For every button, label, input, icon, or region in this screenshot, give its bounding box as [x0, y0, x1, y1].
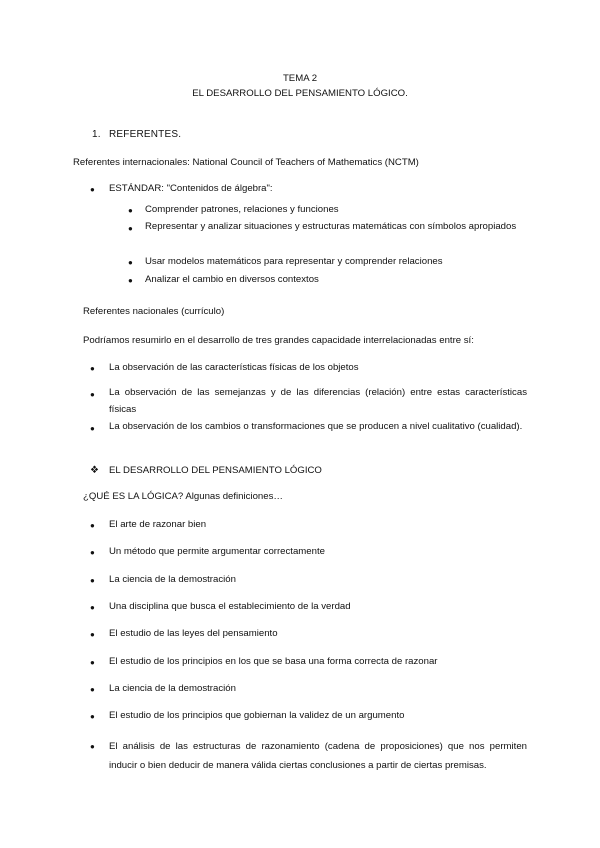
- capacity-item: La observación de los cambios o transformaciones que se producen a nivel cualitativo (cualidad).: [109, 421, 523, 432]
- bullet-icon: ●: [128, 258, 133, 267]
- diamond-bullet-icon: ❖: [90, 465, 99, 476]
- title-line-2: EL DESARROLLO DEL PENSAMIENTO LÓGICO.: [192, 88, 408, 99]
- section-number: 1.: [92, 129, 101, 140]
- logic-question: ¿QUÉ ES LA LÓGICA? Algunas definiciones…: [83, 491, 283, 502]
- standard-item: Usar modelos matemáticos para representar y comprender relaciones: [145, 256, 443, 267]
- bullet-icon: ●: [128, 224, 133, 233]
- bullet-icon: ●: [128, 206, 133, 215]
- national-references: Referentes nacionales (currículo): [83, 306, 225, 317]
- bullet-icon: ●: [90, 658, 95, 667]
- bullet-icon: ●: [90, 630, 95, 639]
- bullet-icon: ●: [90, 424, 95, 433]
- summary-paragraph: Podríamos resumirlo en el desarrollo de tres grandes capacidade interrelacionadas entre sí:: [83, 335, 474, 346]
- bullet-icon: ●: [90, 390, 95, 399]
- definition-item: El estudio de los principios en los que se basa una forma correcta de razonar: [109, 656, 438, 667]
- bullet-icon: ●: [90, 712, 95, 721]
- bullet-icon: ●: [90, 603, 95, 612]
- definition-item: Una disciplina que busca el establecimiento de la verdad: [109, 601, 351, 612]
- section-heading-logic: EL DESARROLLO DEL PENSAMIENTO LÓGICO: [109, 465, 322, 476]
- capacity-item: La observación de las semejanzas y de las diferencias (relación) entre estas características físicas: [109, 387, 527, 415]
- definition-item: Un método que permite argumentar correctamente: [109, 546, 325, 557]
- bullet-icon: ●: [90, 521, 95, 530]
- title-line-1: TEMA 2: [282, 73, 318, 84]
- bullet-icon: ●: [90, 185, 95, 194]
- definition-item: El estudio de las leyes del pensamiento: [109, 628, 278, 639]
- standard-item: Representar y analizar situaciones y estructuras matemáticas con símbolos apropiados: [145, 221, 517, 232]
- international-references: Referentes internacionales: National Council of Teachers of Mathematics (NCTM): [73, 157, 419, 168]
- bullet-icon: ●: [90, 685, 95, 694]
- definition-item: El arte de razonar bien: [109, 519, 207, 530]
- definition-item: El análisis de las estructuras de razonamiento (cadena de proposiciones) que nos permiten inducir o bien deducir de manera válida ciertas conclusiones a partir de ciertas premisas.: [109, 741, 527, 771]
- bullet-icon: ●: [90, 548, 95, 557]
- definition-item: El estudio de los principios que gobiernan la validez de un argumento: [109, 710, 405, 721]
- bullet-icon: ●: [90, 576, 95, 585]
- bullet-icon: ●: [128, 276, 133, 285]
- capacity-item: La observación de las características físicas de los objetos: [109, 362, 359, 373]
- definition-item: La ciencia de la demostración: [109, 683, 236, 694]
- bullet-icon: ●: [90, 364, 95, 373]
- section-heading: REFERENTES.: [109, 129, 182, 140]
- bullet-icon: ●: [90, 742, 95, 751]
- definition-item: La ciencia de la demostración: [109, 574, 236, 585]
- standard-item: Comprender patrones, relaciones y funciones: [145, 204, 339, 215]
- standard-label: ESTÁNDAR: "Contenidos de álgebra":: [109, 183, 273, 194]
- standard-item: Analizar el cambio en diversos contextos: [145, 274, 319, 285]
